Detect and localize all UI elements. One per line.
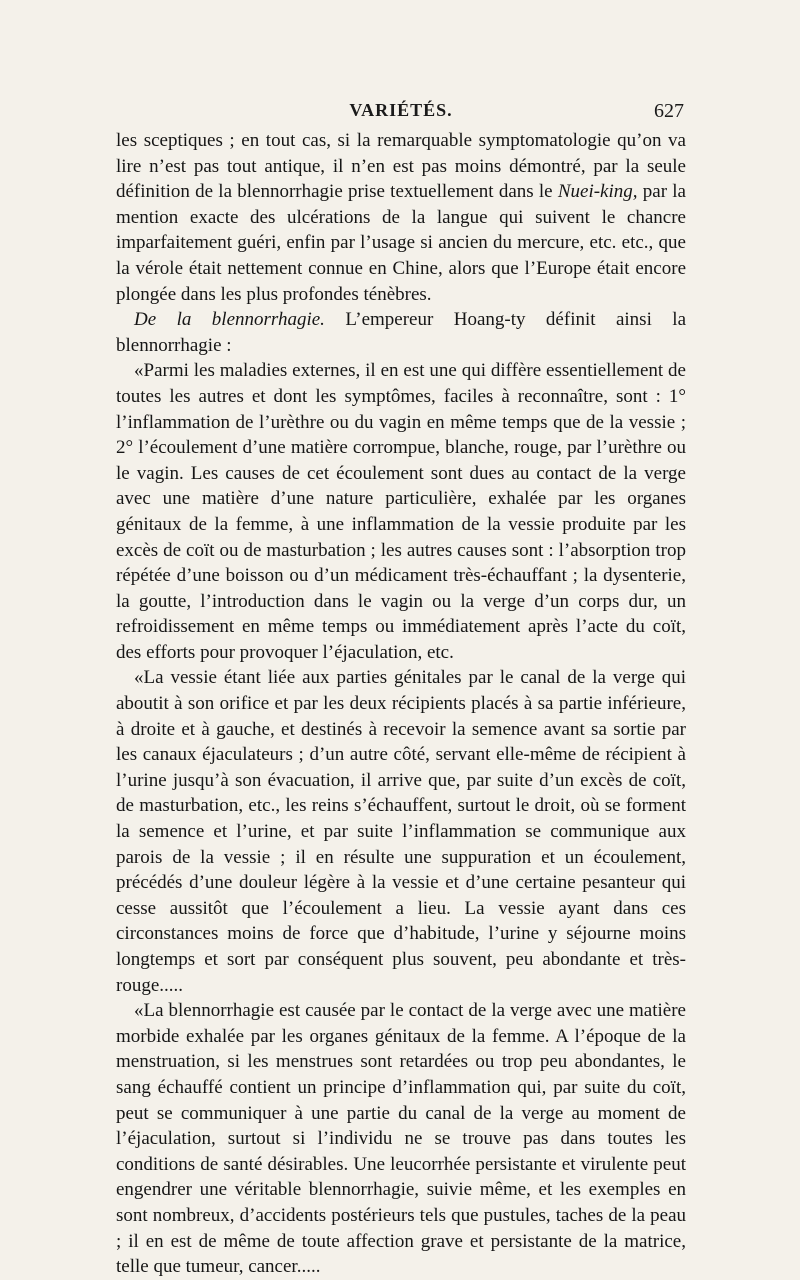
paragraph-4: [116, 665, 686, 998]
text-span: par la mention exacte des ulcérations de la langue qui suivent le chancre imparfaitement guéri, enfin par l’usage si ancien du mercure, etc. etc., que la vérole était nettement connue en Chine, alors que l’Europe était encore plongée dans les plus profondes ténèbres.: [116, 181, 686, 305]
text-span: L’empereur Hoang-ty définit ainsi la blennorrhagie :: [116, 309, 686, 356]
text-span: «La vessie étant liée aux parties génitales par le canal de la verge qui aboutit à son orifice et par les deux récipients placés à sa partie inférieure, à droite et à gauche, et destinés à recevoir la semence avant sa sortie par les canaux éjaculateurs ; d’un autre côté, servant elle-même de récipient à l’urine jusqu’à son évacuation, il arrive que, par suite d’un excès de coït, de masturbation, etc., les reins s’échauffent, surtout le droit, où se forment la semence et l’urine, et par suite l’inflammation se communique aux parois de la vessie ; il en résulte une suppuration et un écoulement, précédés d’une douleur légère à la vessie et d’une certaine pesanteur qui cesse aussitôt que l’écoulement a lieu. La vessie ayant dans ces circonstances moins de force que d’habitude, l’urine y séjourne moins longtemps et sort par conséquent plus souvent, peu abondante et très-rouge.....: [116, 667, 686, 996]
page-number: 627: [654, 100, 684, 122]
paragraph-1: [116, 128, 686, 307]
text-span: «Parmi les maladies externes, il en est une qui diffère essentiellement de toutes les autres et dont les symptômes, faciles à reconnaître, sont : 1° l’inflammation de l’urèthre ou du vagin en même temps que de la vessie ; 2° l’écoulement d’une matière corrompue, blanche, rouge, par l’urèthre ou le vagin. Les causes de cet écoulement sont dues au contact de la verge avec une matière d’une nature particulière, exhalée par les organes génitaux de la femme, à une inflammation de la vessie produite par les excès de coït ou de masturbation ; les autres causes sont : l’absorption trop répétée d’une boisson ou d’un médicament très-échauffant ; la dysenterie, la goutte, l’introduction dans le vagin ou la verge d’un corps dur, un refroidissement en même temps ou immédiatement après l’acte du coït, des efforts pour provoquer l’éjaculation, etc.: [116, 360, 686, 663]
running-title: VARIÉTÉS.: [349, 100, 453, 120]
text-span: «La blennorrhagie est causée par le contact de la verge avec une matière morbide exhalée par les organes génitaux de la femme. A l’époque de la menstruation, si les menstrues sont retardées ou trop peu abondantes, le sang échauffé contient un principe d’inflammation qui, par suite du coït, peut se communiquer à une partie du canal de la verge au moment de l’éjaculation, surtout si l’individu ne se trouve pas dans toutes les conditions de santé désirables. Une leucorrhée persistante et virulente peut engendrer une véritable blennorrhagie, suivie même, et les exemples en sont nombreux, d’accidents postérieurs tels que pustules, taches de la peau ; il en est de même de toute affection grave et persistante de la matrice, telle que tumeur, cancer.....: [116, 1000, 686, 1278]
page-header: [118, 100, 684, 124]
book-title-nuei-king: Nuei-king,: [557, 181, 638, 203]
paragraph-5: [116, 998, 686, 1280]
body-text: [116, 128, 686, 1280]
section-heading: De la blennorrhagie.: [134, 309, 325, 331]
text-span: les sceptiques ; en tout cas, si la remarquable symptomatologie qu’on va lire n’est pas tout antique, il n’en est pas moins démontré, par la seule définition de la blennorrhagie prise textuellement dans le: [116, 130, 686, 203]
paragraph-2: [116, 307, 686, 358]
paragraph-3: [116, 358, 686, 665]
